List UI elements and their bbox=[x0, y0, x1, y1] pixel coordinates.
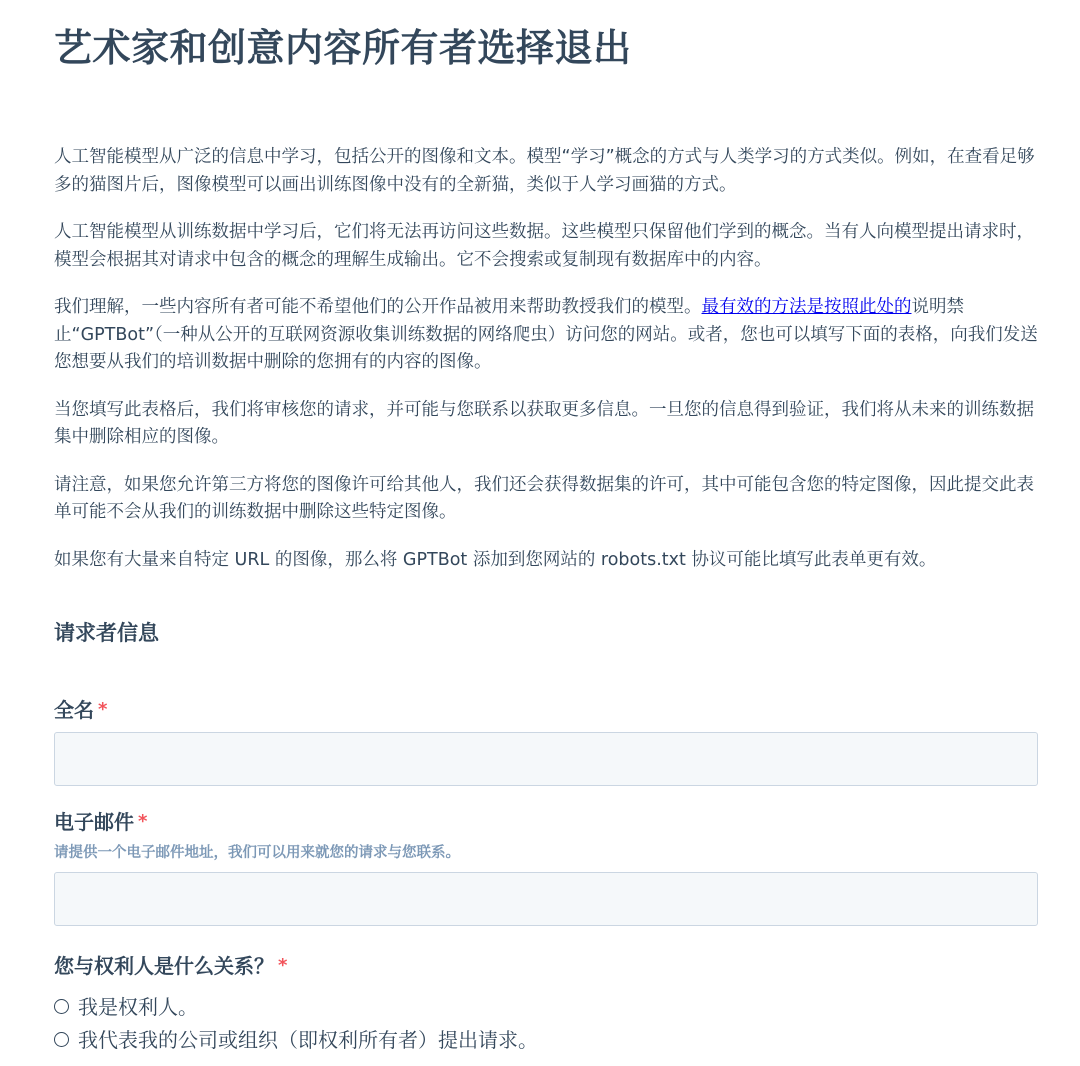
intro-paragraph-6: 如果您有大量来自特定 URL 的图像，那么将 GPTBot 添加到您网站的 robots.txt 协议可能比填写此表单更有效。 bbox=[54, 549, 937, 570]
relationship-option-representative[interactable] bbox=[54, 1023, 1038, 1056]
email-hint: 请提供一个电子邮件地址，我们可以用来就您的请求与您联系。 bbox=[54, 845, 460, 861]
relationship-option-owner-label: 我是权利人。 bbox=[78, 994, 198, 1019]
radio-button-icon[interactable] bbox=[54, 1032, 69, 1047]
email-label bbox=[54, 808, 1038, 836]
relationship-field bbox=[54, 952, 1038, 1056]
intro-paragraph-1: 人工智能模型从广泛的信息中学习，包括公开的图像和文本。模型“学习”概念的方式与人类学习的方式类似。例如，在查看足够多的猫图片后，图像模型可以画出训练图像中没有的全新猫，类似于人学习画猫的方式。 bbox=[54, 147, 1035, 195]
full-name-input[interactable] bbox=[54, 732, 1038, 786]
required-marker: * bbox=[138, 811, 148, 832]
relationship-label-text: 您与权利人是什么关系？ bbox=[54, 954, 274, 978]
intro-paragraph-3-end: 说明禁止“GPTBot”（一种从公开的互联网资源收集训练数据的网络爬虫）访问您的网站。或者，您也可以填写下面的表格，向我们发送您想要从我们的培训数据中删除的您拥有的内容的图像。 bbox=[54, 297, 1038, 372]
required-marker: * bbox=[98, 699, 108, 720]
email-label-text: 电子邮件 bbox=[54, 810, 134, 834]
requester-info-heading: 请求者信息 bbox=[54, 621, 159, 645]
intro-paragraph-3-start: 我们理解，一些内容所有者可能不希望他们的公开作品被用来帮助教授我们的模型。 bbox=[54, 297, 702, 317]
email-field bbox=[54, 808, 1038, 926]
intro-section bbox=[54, 144, 1038, 574]
email-input[interactable] bbox=[54, 872, 1038, 926]
intro-paragraph-3 bbox=[54, 294, 1038, 377]
full-name-label bbox=[54, 696, 1038, 724]
intro-paragraph-5: 请注意，如果您允许第三方将您的图像许可给其他人，我们还会获得数据集的许可，其中可能包含您的特定图像，因此提交此表单可能不会从我们的训练数据中删除这些特定图像。 bbox=[54, 474, 1034, 522]
relationship-label bbox=[54, 952, 1038, 980]
intro-paragraph-2: 人工智能模型从训练数据中学习后，它们将无法再访问这些数据。这些模型只保留他们学到的概念。当有人向模型提出请求时，模型会根据其对请求中包含的概念的理解生成输出。它不会搜索或复制现有数据库中的内容。 bbox=[54, 222, 1034, 270]
full-name-field bbox=[54, 696, 1038, 786]
gptbot-instructions-link[interactable]: 最有效的方法是按照此处的 bbox=[701, 297, 912, 317]
page-title: 艺术家和创意内容所有者选择退出 bbox=[54, 26, 632, 70]
intro-paragraph-4: 当您填写此表格后，我们将审核您的请求，并可能与您联系以获取更多信息。一旦您的信息得到验证，我们将从未来的训练数据集中删除相应的图像。 bbox=[54, 399, 1034, 447]
full-name-label-text: 全名 bbox=[54, 698, 94, 722]
required-marker: * bbox=[278, 955, 288, 976]
relationship-options bbox=[54, 990, 1038, 1056]
radio-button-icon[interactable] bbox=[54, 999, 69, 1014]
relationship-option-representative-label: 我代表我的公司或组织（即权利所有者）提出请求。 bbox=[78, 1027, 538, 1052]
relationship-option-owner[interactable] bbox=[54, 990, 1038, 1023]
